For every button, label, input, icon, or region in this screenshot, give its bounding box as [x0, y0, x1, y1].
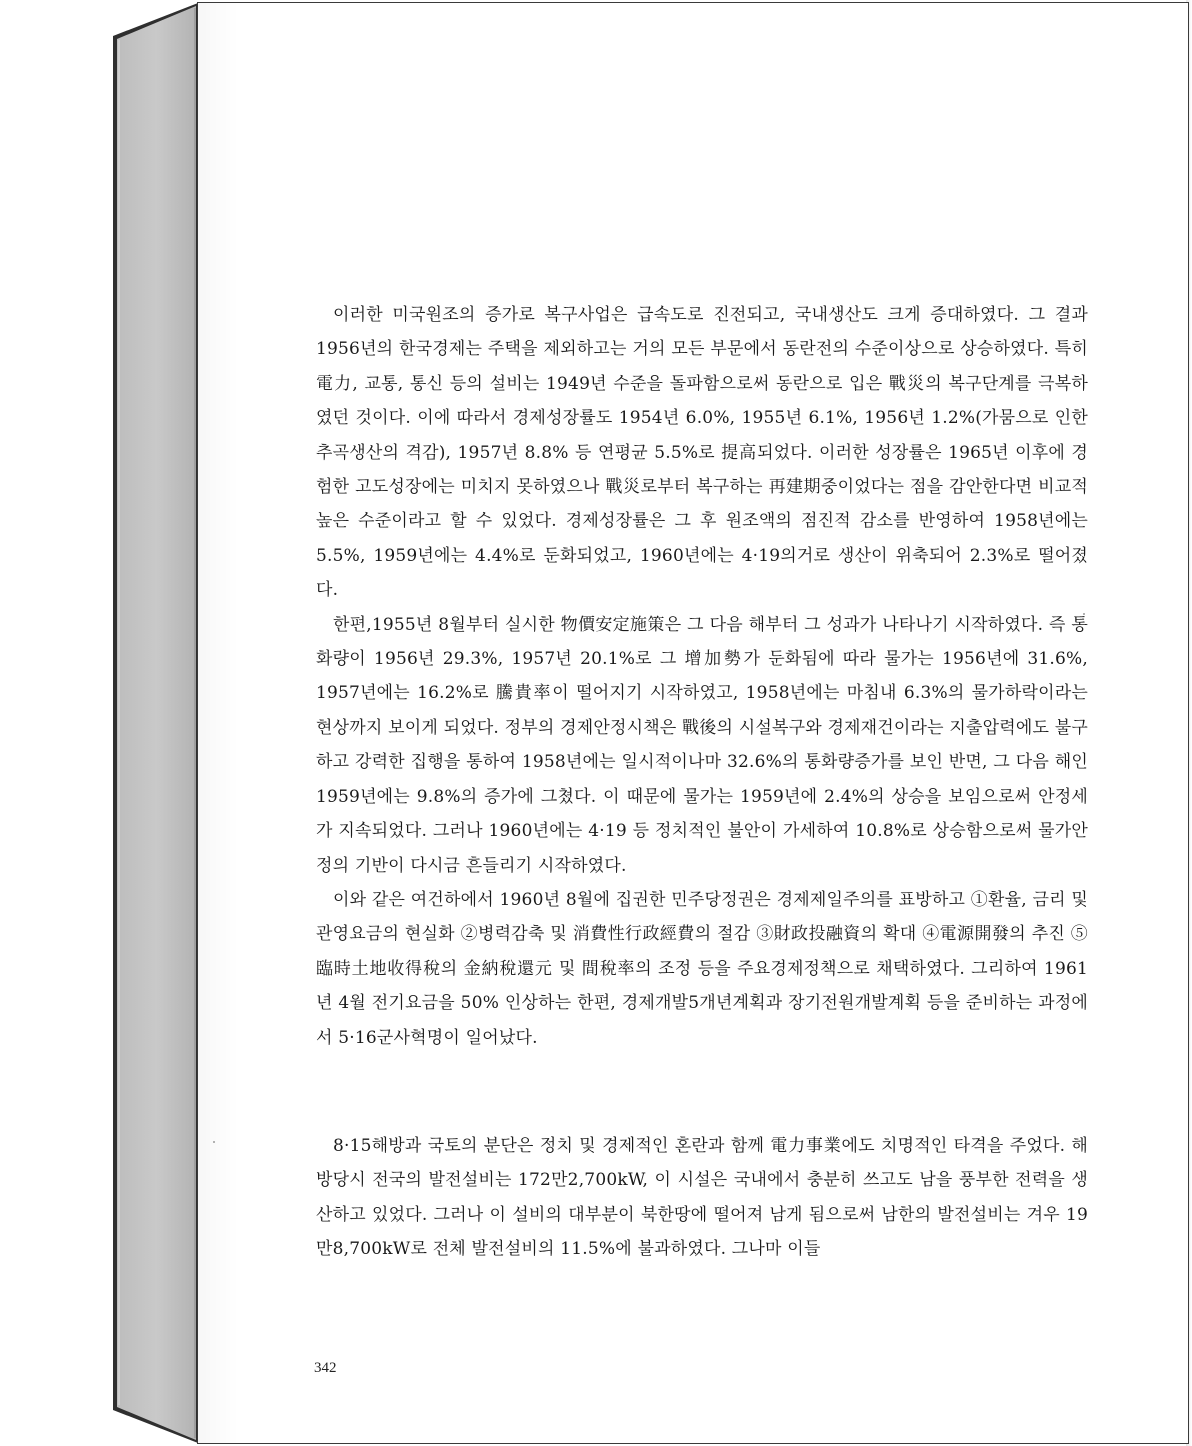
- section-economic-recovery: [316, 298, 1088, 1055]
- document-page: [198, 3, 1188, 1443]
- scan-speck: [1083, 613, 1085, 615]
- section-liberation-power-industry: [316, 1129, 1088, 1267]
- paragraph-us-aid-growth: 이러한 미국원조의 증가로 복구사업은 급속도로 진전되고, 국내생산도 크게 증대하였다. 그 결과 1956년의 한국경제는 주택을 제외하고는 거의 모든 부문에서 동란전의 수준이상으로 상승하였다. 특히 電力, 교통, 통신 등의 설비는 1949년 수준을 돌파함으로써 동란으로 입은 戰災의 복구단계를 극복하였던 것이다. 이에 따라서 경제성장률도 1954년 6.0%, 1955년 6.1%, 1956년 1.2%(가뭄으로 인한 추곡생산의 격감), 1957년 8.8% 등 연평균 5.5%로 提高되었다. 이러한 성장률은 1965년 이후에 경험한 고도성장에는 미치지 못하였으나 戰災로부터 복구하는 再建期중이었다는 점을 감안한다면 비교적 높은 수준이라고 할 수 있었다. 경제성장률은 그 후 원조액의 점진적 감소를 반영하여 1958년에는 5.5%, 1959년에는 4.4%로 둔화되었고, 1960년에는 4·19의거로 생산이 위축되어 2.3%로 떨어졌다.: [316, 305, 1088, 601]
- paragraph-democratic-party-policy: 이와 같은 여건하에서 1960년 8월에 집권한 민주당정권은 경제제일주의를 표방하고 ①환율, 금리 및 관영요금의 현실화 ②병력감축 및 消費性行政經費의 절감 ③財政投融資의 확대 ④電源開發의 추진 ⑤臨時土地收得稅의 金納稅還元 및 間稅率의 조정 등을 주요경제정책으로 채택하였다. 그리하여 1961년 4월 전기요금을 50% 인상하는 한편, 경제개발5개년계획과 장기전원개발계획 등을 준비하는 과정에서 5·16군사혁명이 일어났다.: [316, 889, 1088, 1048]
- paragraph-liberation-division: 8·15해방과 국토의 분단은 정치 및 경제적인 혼란과 함께 電力事業에도 치명적인 타격을 주었다. 해방당시 전국의 발전설비는 172만2,700kW, 이 시설은 국내에서 충분히 쓰고도 남을 풍부한 전력을 생산하고 있었다. 그러나 이 설비의 대부분이 북한땅에 떨어져 남게 됨으로써 남한의 발전설비는 겨우 19만8,700kW로 전체 발전설비의 11.5%에 불과하였다. 그나마 이들: [316, 1136, 1088, 1260]
- scan-speck: [213, 1141, 215, 1143]
- paragraph-price-stabilization: 한편,1955년 8월부터 실시한 物價安定施策은 그 다음 해부터 그 성과가 나타나기 시작하였다. 즉 통화량이 1956년 29.3%, 1957년 20.1%로 그 增加勢가 둔화됨에 따라 물가는 1956년에 31.6%, 1957년에는 16.2%로 騰貴率이 떨어지기 시작하였고, 1958년에는 마침내 6.3%의 물가하락이라는 현상까지 보이게 되었다. 정부의 경제안정시책은 戰後의 시설복구와 경제재건이라는 지출압력에도 불구하고 강력한 집행을 통하여 1958년에는 일시적이나마 32.6%의 통화량증가를 보인 반면, 그 다음 해인 1959년에는 9.8%의 증가에 그쳤다. 이 때문에 물가는 1959년에 2.4%의 상승을 보임으로써 안정세가 지속되었다. 그러나 1960년에는 4·19 등 정치적인 불안이 가세하여 10.8%로 상승함으로써 물가안정의 기반이 다시금 흔들리기 시작하였다.: [316, 614, 1088, 876]
- page-number: 342: [314, 1360, 337, 1376]
